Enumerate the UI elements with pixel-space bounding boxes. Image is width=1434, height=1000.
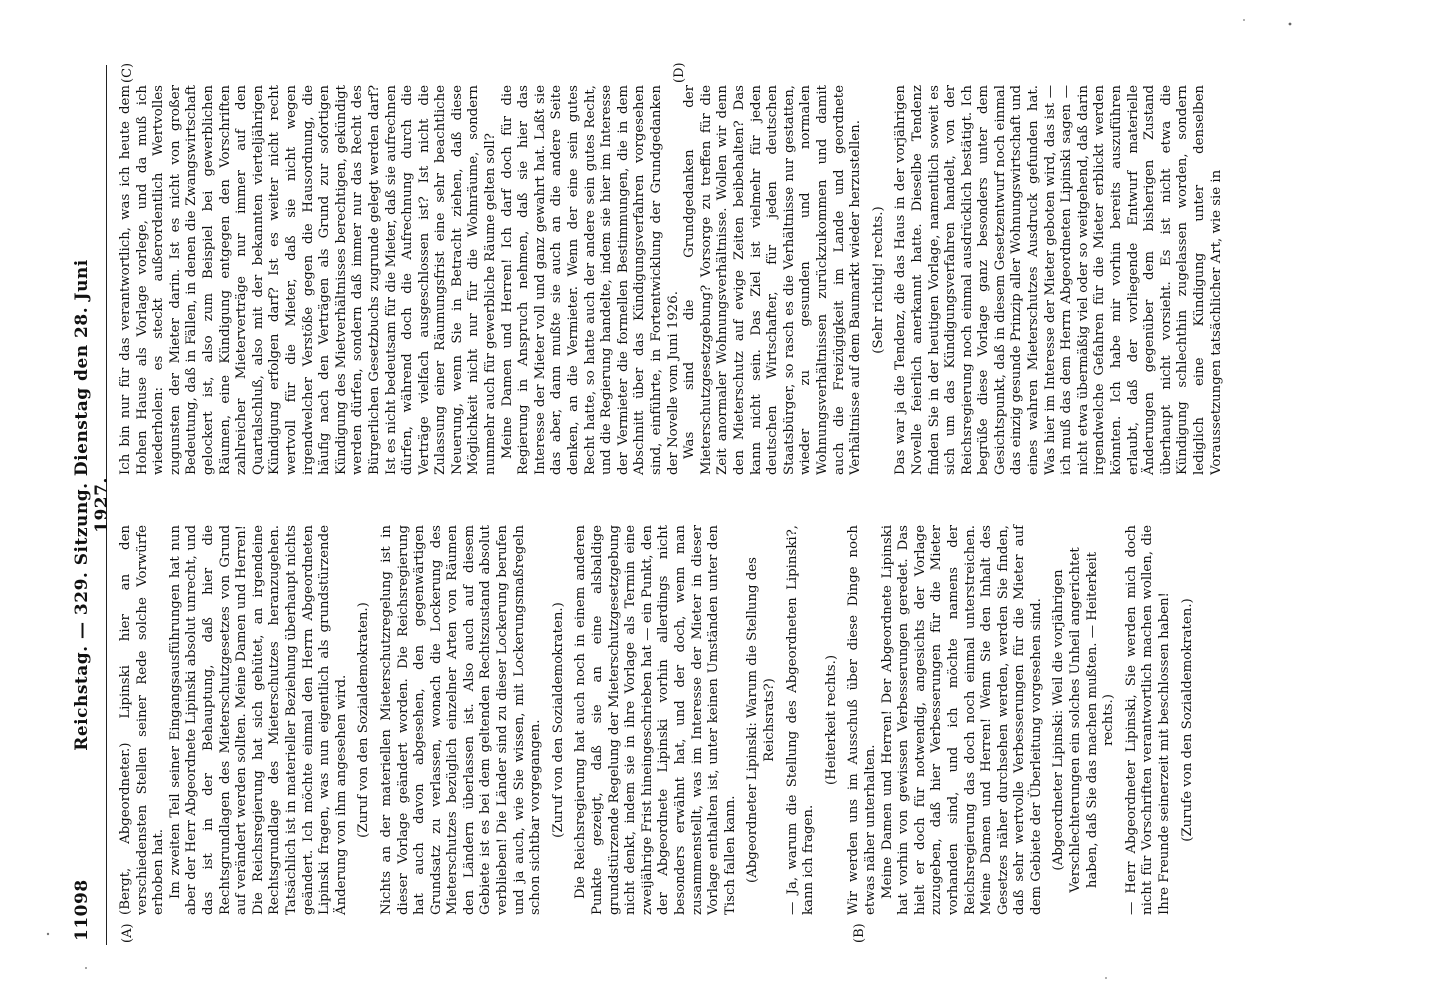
left-column-interjection: (Abgeordneter Lipinski: Weil die vorjährigen Verschlechterungen ein solches Unheil angerichtet haben, daß Sie das machen mußten. — Heiterkeit rechts.) [1051, 547, 1117, 893]
left-column-paragraph: Wir werden uns im Ausschuß über diese Dinge noch etwas näher unterhalten. [846, 525, 878, 915]
left-column-interjection: (Zuruf von den Sozialdemokraten.) [550, 602, 566, 838]
rotated-page [62, 62, 1402, 945]
left-column-interjection: (Zurufe von den Sozialdemokraten.) [1179, 598, 1195, 842]
left-column-paragraph: Im zweiten Teil seiner Eingangsausführungen hat nun aber der Herr Abgeordnete Lipinski absolut unrecht, und das ist in der Behauptung, daß hier die Rechtsgrundlagen des Mieterschutzgesetzes von Grund auf verändert werden sollten. Meine Damen und Herren! Die Reichsregierung hat sich gehütet, an irgendeine Rechtsgrundlage des Mieterschutzes heranzugehen. Tatsächlich ist in materieller Beziehung überhaupt nichts geändert. Ich möchte einmal den Herrn Abgeordneten Lipinski fragen, was nun eigentlich als grundstürzende Änderung von ihm angesehen wird. [167, 525, 349, 915]
digitization-credit [1418, 15, 1434, 815]
margin-marker-b: (B) [852, 923, 867, 943]
left-column-interjection: (Abgeordneter Lipinski: Warum die Stellung des Reichsrats?) [745, 557, 777, 883]
page-header [62, 65, 112, 945]
left-column-paragraph: Meine Damen und Herren! Der Abgeordnete Lipinski hat vorhin von gewissen Verbesserungen geredet. Das hielt er doch für notwendig, angesichts der Vorlage zuzugeben, daß hier Verbesserungen für die Mieter vorhanden sind, und ich möchte namens der Reichsregierung das doch noch einmal unterstreichen. Meine Damen und Herren! Wenn Sie den Inhalt des Gesetzes näher durchsehen werden, werden Sie finden, daß sehr wertvolle Verbesserungen für die Mieter auf dem Gebiete der Überleitung vorgesehen sind. [879, 525, 1044, 915]
right-column-paragraph: Was sind die Grundgedanken der Mieterschutzgesetzgebung? Vorsorge zu treffen für die Zeit anormaler Wohnungsverhältnisse. Wollen wir denn den Mieterschutz auf ewige Zeiten beibehalten? Das kann nicht sein. Das Ziel ist vielmehr für jeden deutschen Wirtschafter, für jeden deutschen Staatsbürger, so rasch es die Verhältnisse nur gestatten, wieder zu gesunden und normalen Wohnungsverhältnissen zurückzukommen und damit auch die Freizügigkeit im Lande und geordnete Verhältnisse auf dem Baumarkt wieder herzustellen. [682, 85, 864, 475]
left-column-paragraph: Die Reichsregierung hat auch noch in einem anderen Punkte gezeigt, daß sie an eine alsbaldige grundstürzende Regelung der Mieterschutzgesetzgebung nicht denkt, indem sie in ihre Vorlage als Termin eine zweijährige Frist hineingeschrieben hat — ein Punkt, den der Abgeordnete Lipinski vorhin allerdings nicht besonders erwähnt hat, und der doch, wenn man zusammenstellt, was im Interesse der Mieter in dieser Vorlage enthalten ist, unter keinen Umständen unter den Tisch fallen kann. [573, 525, 738, 915]
right-text-column [118, 85, 1225, 475]
right-column-paragraph: Ich bin nur für das verantwortlich, was ich heute dem Hohen Hause als Vorlage vorlege, und da muß ich wiederholen: es steckt außerordentlich Wertvolles zugunsten der Mieter darin. Ist es nicht von großer Bedeutung, daß in Fällen, in denen die Zwangswirtschaft gelockert ist, also zum Beispiel bei gewerblichen Räumen, eine Kündigung entgegen den Vorschriften zahlreicher Mieterverträge nur immer auf den Quartalschluß, also mit der bekannten vierteljährigen Kündigung erfolgen darf? Ist es weiter nicht recht wertvoll für die Mieter, daß sie nicht wegen irgendwelcher Verstöße gegen die Hausordnung, die häufig nach den Verträgen als Grund zur sofortigen Kündigung des Mietverhältnisses berechtigen, gekündigt werden dürfen, sondern daß immer nur das Recht des Bürgerlichen Gesetzbuchs zugrunde gelegt werden darf? Ist es nicht bedeutsam für die Mieter, daß sie aufrechnen dürfen, während doch die Aufrechnung durch die Verträge vielfach ausgeschlossen ist? Ist nicht die Zulassung einer Räumungsfrist eine sehr beachtliche Neuerung, wenn Sie in Betracht ziehen, daß diese Möglichkeit nicht nur für die Wohnräume, sondern nunmehr auch für gewerbliche Räume gelten soll? [118, 85, 499, 475]
left-text-column [118, 525, 1202, 915]
left-column-paragraph: (Bergt, Abgeordneter.) Lipinski hier an den verschiedensten Stellen seiner Rede solche Vorwürfe erhoben hat. [118, 525, 167, 915]
left-column-interjection: (Zuruf von den Sozialdemokraten.) [356, 602, 372, 838]
page-title: Reichstag. — 329. Sitzung. Dienstag den 28. Juni 1927. [72, 259, 112, 751]
right-column-paragraph: Das war ja die Tendenz, die das Haus in der vorjährigen Novelle feierlich anerkannt hatte. Dieselbe Tendenz finden Sie in der heutigen Vorlage, namentlich soweit es sich um das Kündigungsverfahren handelt, von der Reichsregierung noch einmal ausdrücklich bestätigt. Ich begrüße diese Vorlage ganz besonders unter dem Gesichtspunkt, daß in diesem Gesetzentwurf noch einmal das einzig gesunde Prinzip aller Wohnungswirtschaft und eines wahren Mieterschutzes Ausdruck gefunden hat. Was hier im Interesse der Mieter geboten wird, das ist — ich muß das dem Herrn Abgeordneten Lipinski sagen — nicht etwa übermäßig viel oder so weitgehend, daß darin irgendwelche Gefahren für die Mieter erblickt werden könnten. Ich habe mir vorhin bereits auszuführen erlaubt, daß der vorliegende Entwurf materielle Änderungen gegenüber dem bisherigen Zustand überhaupt nicht vorsieht. Es ist nicht etwa die Kündigung schlechthin zugelassen worden, sondern lediglich eine Kündigung unter denselben Voraussetzungen tatsächlicher Art, wie sie in [893, 85, 1224, 475]
left-column-paragraph: Nichts an der materiellen Mieterschutzregelung ist in dieser Vorlage geändert worden. Die Reichsregierung hat auch davon abgesehen, den gegenwärtigen Grundsatz zu verlassen, wonach die Lockerung des Mieterschutzes bezüglich einzelner Arten von Räumen den Ländern überlassen ist. Also auch auf diesem Gebiete ist es bei dem geltenden Rechtszustand absolut verblieben! Die Länder sind zu dieser Lockerung berufen und ja auch, wie Sie wissen, mit Lockerungsmaßregeln schon sichtbar vorgegangen. [378, 525, 544, 915]
margin-marker-c: (C) [120, 62, 135, 83]
right-column-interjection: (Sehr richtig! rechts.) [870, 206, 886, 354]
margin-marker-a: (A) [120, 923, 135, 943]
margin-marker-d: (D) [672, 62, 687, 83]
page-number: 11098 [72, 879, 92, 941]
left-column-paragraph: — Herr Abgeordneter Lipinski, Sie werden mich doch nicht für Vorschriften verantwortlich machen wollen, die Ihre Freunde seinerzeit mit beschlossen haben! [1123, 525, 1173, 915]
left-column-interjection: (Heiterkeit rechts.) [823, 654, 839, 786]
left-column-paragraph: — Ja, warum die Stellung des Abgeordneten Lipinski?, kann ich fragen. [784, 525, 817, 915]
right-column-paragraph: Meine Damen und Herren! Ich darf doch für die Regierung in Anspruch nehmen, daß sie hier das Interesse der Mieter voll und ganz gewahrt hat. Laßt sie das aber, dann mußte sie auch an die andere Seite denken, an die Vermieter. Wenn der eine sein gutes Recht hatte, so hatte auch der andere sein gutes Recht, und die Regierung handelte, indem sie hier im Interesse der Vermieter die formellen Bestimmungen, die in dem Abschnitt über das Kündigungsverfahren vorgesehen sind, einführte, in Fortentwicklung der Grundgedanken der Novelle vom Juni 1926. [499, 85, 681, 475]
